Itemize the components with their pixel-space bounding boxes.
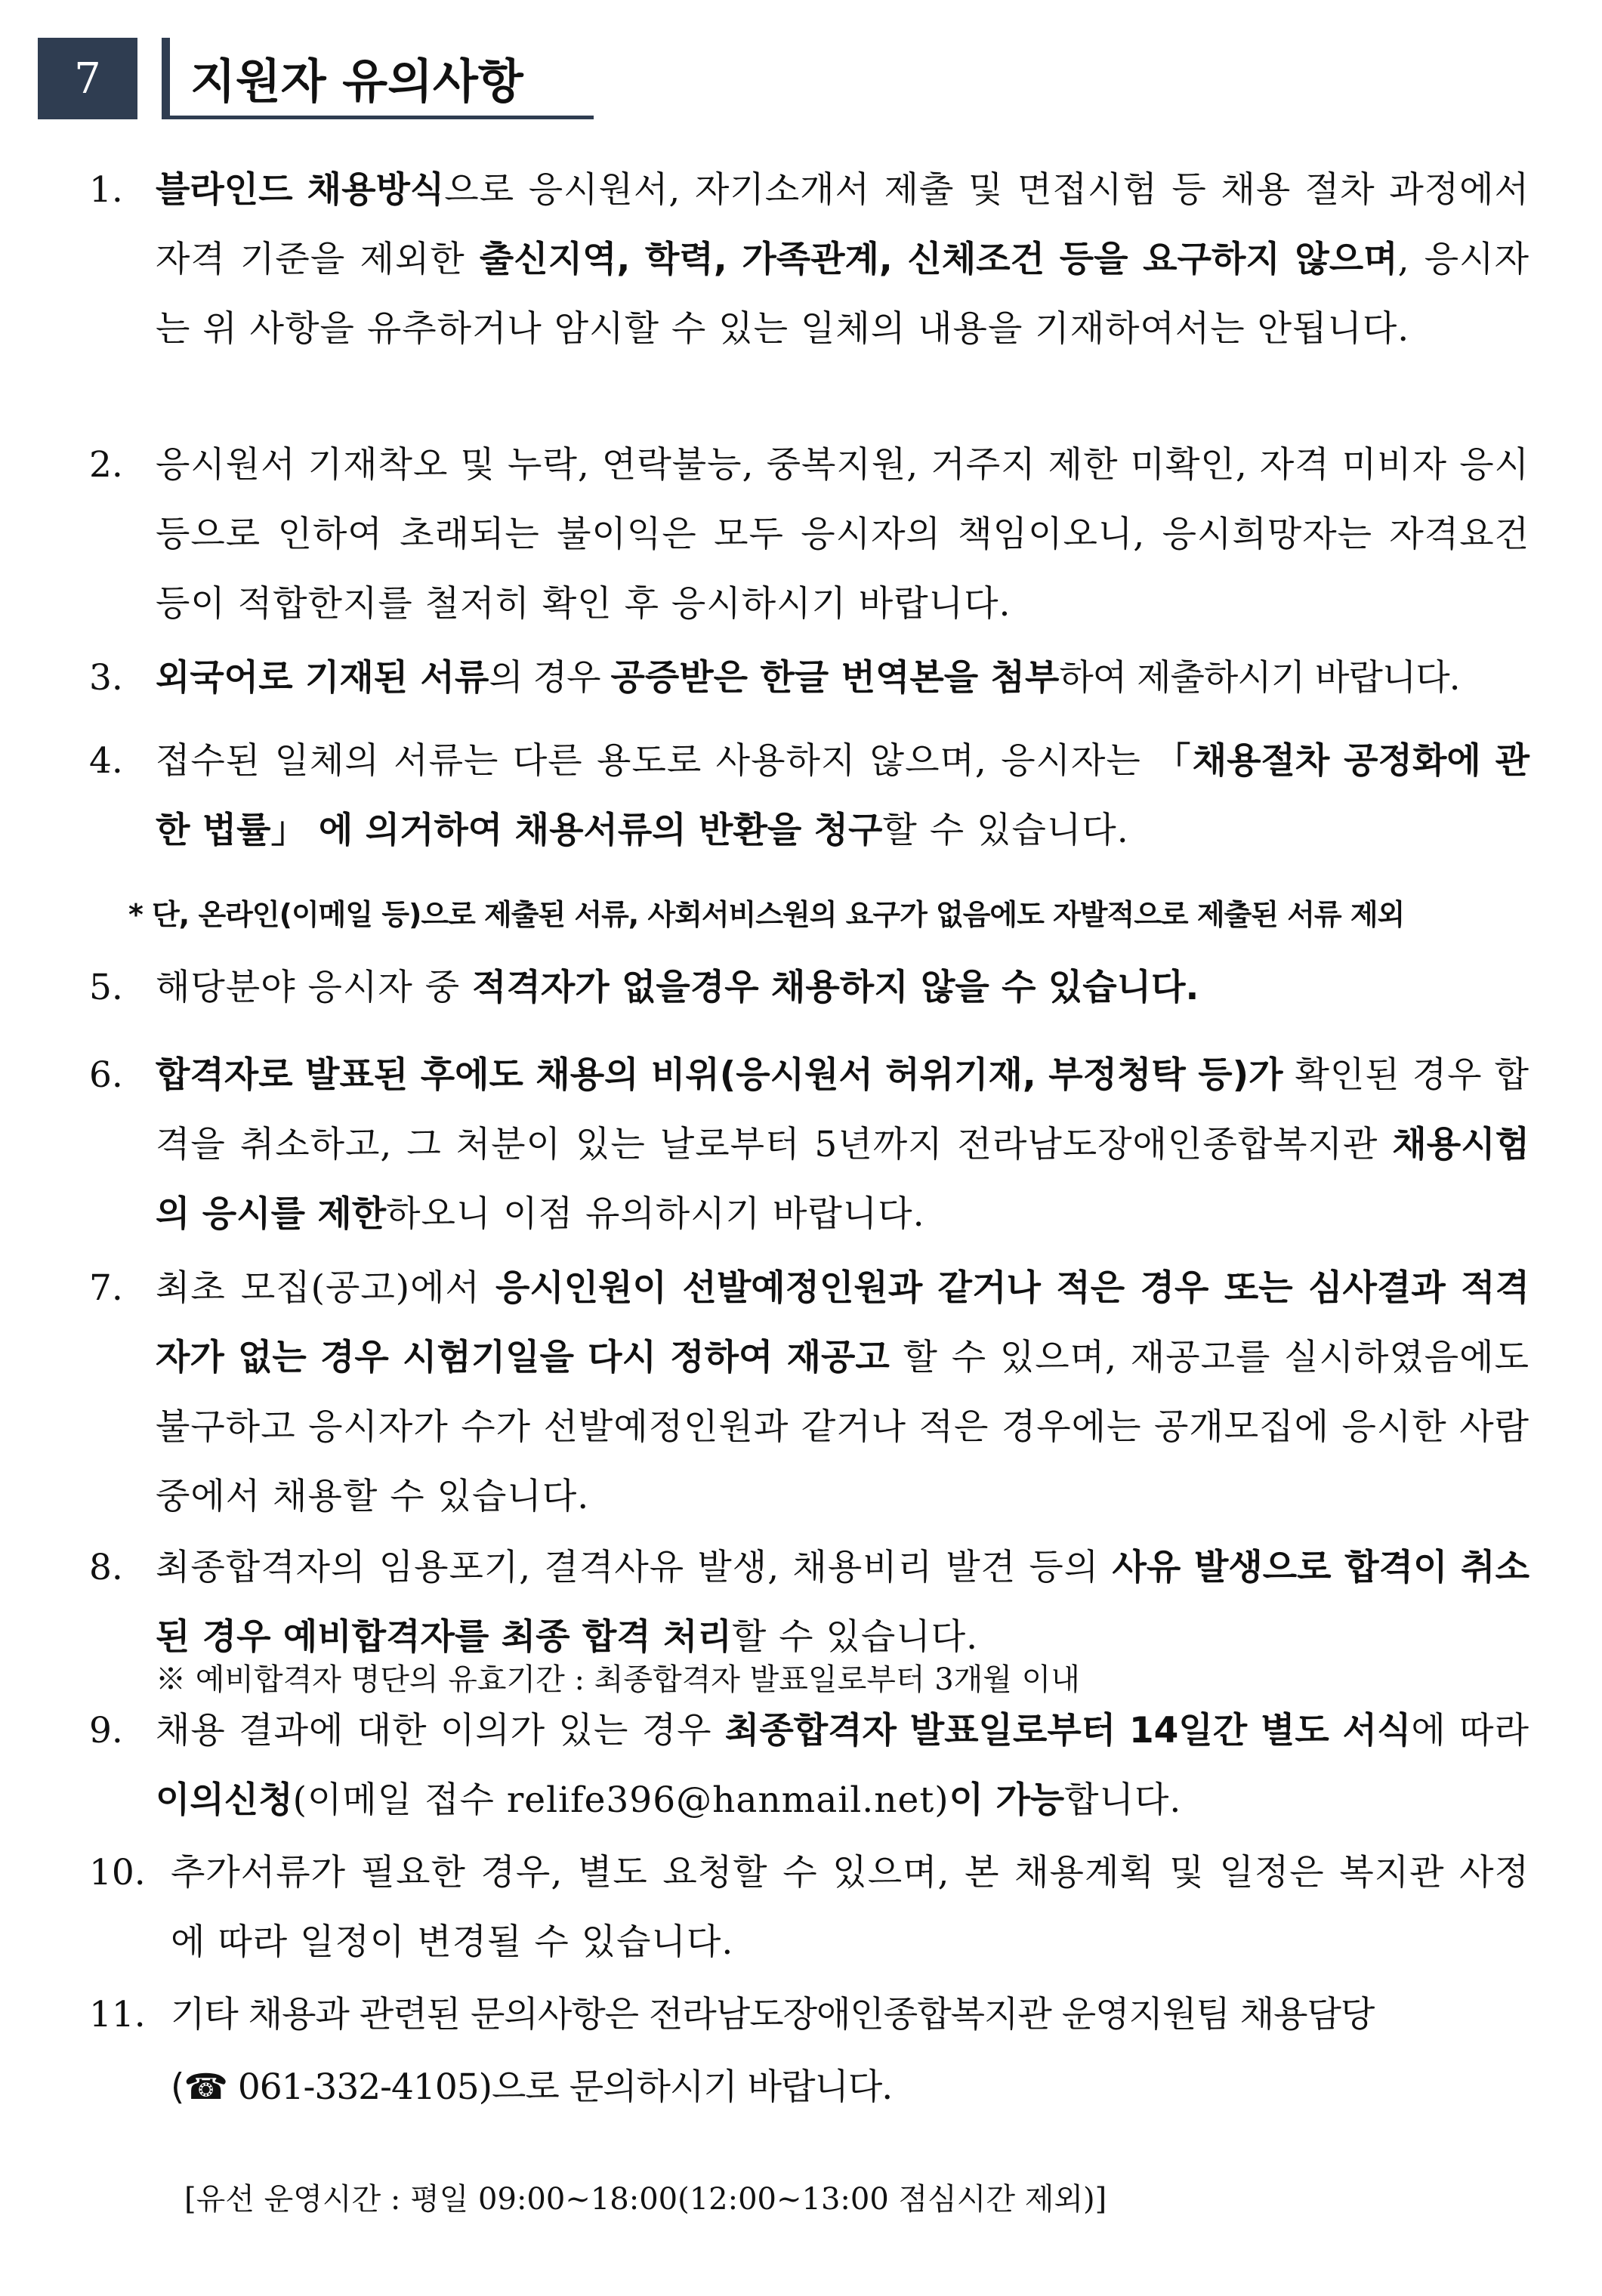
- plain-text: 으로 응시원서, 자기소개서 제출 및 면접시험 등 채용 절차 과정에서 자격 기준을 제외한: [156, 169, 1529, 280]
- notice-item-2: [89, 430, 1529, 639]
- section-number-badge: 7: [38, 38, 137, 119]
- plain-text: 확인된 경우 합격을 취소하고, 그 처분이 있는 날로부터 5년까지 전라남도장애인종합복지관: [156, 1054, 1530, 1165]
- emphasis-text: 「채용절차 공정화에 관한 법률」 에 의거하여 채용서류의 반환을 청구: [156, 740, 1529, 851]
- item-11-hours-note: [유선 운영시간 : 평일 09:00~18:00(12:00~13:00 점심시간 제외)]: [184, 2182, 1107, 2217]
- item-text: [156, 643, 1529, 713]
- notice-item-7: [89, 1254, 1529, 1532]
- section-title: 지원자 유의사항: [190, 54, 523, 109]
- item-text: 응시원서 기재착오 및 누락, 연락불능, 중복지원, 거주지 제한 미확인, 자격 미비자 응시 등으로 인하여 초래되는 불이익은 모두 응시자의 책임이오니, 응시희망자는 자격요건 등이 적합한지를 철저히 확인 후 응시하시기 바랍니다.: [156, 444, 1529, 625]
- item-text: [156, 727, 1529, 866]
- item-text: 추가서류가 필요한 경우, 별도 요청할 수 있으며, 본 채용계획 및 일정은 복지관 사정에 따라 일정이 변경될 수 있습니다.: [171, 1852, 1529, 1963]
- emphasis-text: 이의신청: [156, 1779, 293, 1821]
- plain-text: 접수된 일체의 서류는 다른 용도로 사용하지 않으며, 응시자는: [156, 740, 1156, 782]
- notice-item-9: [89, 1696, 1529, 1835]
- plain-text: 합니다.: [1064, 1779, 1182, 1821]
- item-number: 6.: [89, 1054, 123, 1096]
- notice-item-3: [89, 643, 1529, 713]
- emphasis-text: 공증받은 한글 번역본을 첨부: [610, 657, 1060, 699]
- item-text: 기타 채용과 관련된 문의사항은 전라남도장애인종합복지관 운영지원팀 채용담당 (☎ 061-332-4105)으로 문의하시기 바랍니다.: [171, 1994, 1375, 2108]
- notice-item-6: [89, 1041, 1529, 1249]
- plain-text: 으로 문의하시기 바랍니다.: [491, 2066, 893, 2108]
- emphasis-text: 적격자가 없을경우 채용하지 않을 수 있습니다.: [472, 967, 1199, 1008]
- item-number: 9.: [89, 1710, 123, 1751]
- plain-text: 하오니 이점 유의하시기 바랍니다.: [386, 1193, 925, 1235]
- plain-text: 에 따라: [1411, 1710, 1529, 1751]
- emphasis-text: 이 가능: [949, 1779, 1065, 1821]
- emphasis-text: 블라인드 채용방식: [156, 169, 445, 211]
- item-number: 2.: [89, 444, 123, 486]
- email-text: (이메일 접수 relife396@hanmail.net): [292, 1779, 949, 1821]
- emphasis-text: 출신지역, 학력, 가족관계, 신체조건 등을 요구하지 않으며: [479, 239, 1398, 280]
- item-text: [156, 953, 1529, 1023]
- emphasis-text: 최종합격자 발표일로부터 14일간 별도 서식: [724, 1710, 1412, 1751]
- item-number: 11.: [89, 1994, 146, 2035]
- notice-item-5: [89, 953, 1529, 1023]
- item-number: 1.: [89, 169, 123, 211]
- notice-item-11: [89, 1979, 1529, 2124]
- plain-text: 최초 모집(공고)에서: [156, 1267, 495, 1309]
- telephone-icon: (☎: [171, 2066, 238, 2108]
- item-number: 4.: [89, 740, 123, 782]
- item-number: 5.: [89, 967, 123, 1008]
- plain-text: , 응시자는 위 사항을 유추하거나 암시할 수 있는 일체의 내용을 기재하여서는 안됩니다.: [156, 239, 1529, 350]
- notice-item-10: [89, 1838, 1529, 1977]
- plain-text: 해당분야 응시자 중: [156, 967, 473, 1008]
- plain-text: 할 수 있습니다.: [882, 810, 1129, 851]
- item-text: [156, 1696, 1529, 1835]
- item-text: [156, 1041, 1529, 1249]
- item-text: [156, 156, 1529, 364]
- item-8-footnote: ※ 예비합격자 명단의 유효기간 : 최종합격자 발표일로부터 3개월 이내: [156, 1662, 1080, 1697]
- plain-text: 할 수 있으며, 재공고를 실시하였음에도 불구하고 응시자가 수가 선발예정인원과 같거나 적은 경우에는 공개모집에 응시한 사람 중에서 채용할 수 있습니다.: [156, 1337, 1529, 1517]
- plain-text: 의 경우: [489, 657, 611, 699]
- plain-text: 채용 결과에 대한 이의가 있는 경우: [156, 1710, 725, 1751]
- notice-item-4: [89, 727, 1529, 866]
- plain-text: 기타 채용과 관련된 문의사항은 전라남도장애인종합복지관 운영지원팀 채용담당: [171, 1994, 1375, 2035]
- item-number: 8.: [89, 1547, 123, 1588]
- section-title-underline: [162, 116, 594, 119]
- item-number: 3.: [89, 657, 123, 699]
- emphasis-text: 외국어로 기재된 서류: [156, 657, 489, 699]
- item-number: 7.: [89, 1267, 123, 1309]
- notice-item-1: [89, 156, 1529, 364]
- item-number: 10.: [89, 1852, 146, 1893]
- plain-text: 최종합격자의 임용포기, 결격사유 발생, 채용비리 발견 등의: [156, 1547, 1113, 1588]
- emphasis-text: 사유 발생으로 합격이 취소된 경우 예비합격자를 최종 합격 처리: [156, 1547, 1529, 1658]
- emphasis-text: 응시인원이 선발예정인원과 같거나 적은 경우 또는 심사결과 적격자가 없는 경우 시험기일을 다시 정하여 재공고: [156, 1267, 1529, 1378]
- item-4-footnote: * 단, 온라인(이메일 등)으로 제출된 서류, 사회서비스원의 요구가 없음에도 자발적으로 제출된 서류 제외: [128, 898, 1405, 931]
- emphasis-text: 합격자로 발표된 후에도 채용의 비위(응시원서 허위기재, 부정청탁 등)가: [156, 1054, 1283, 1096]
- notice-item-8: [89, 1533, 1529, 1672]
- section-title-bar: [162, 38, 170, 119]
- plain-text: 할 수 있습니다.: [731, 1616, 979, 1658]
- item-text: [156, 1533, 1529, 1672]
- plain-text: 하여 제출하시기 바랍니다.: [1059, 657, 1460, 699]
- item-text: [156, 1254, 1529, 1532]
- emphasis-text: 채용시험의 응시를 제한: [156, 1124, 1529, 1235]
- phone-number[interactable]: 061-332-4105: [237, 2066, 479, 2108]
